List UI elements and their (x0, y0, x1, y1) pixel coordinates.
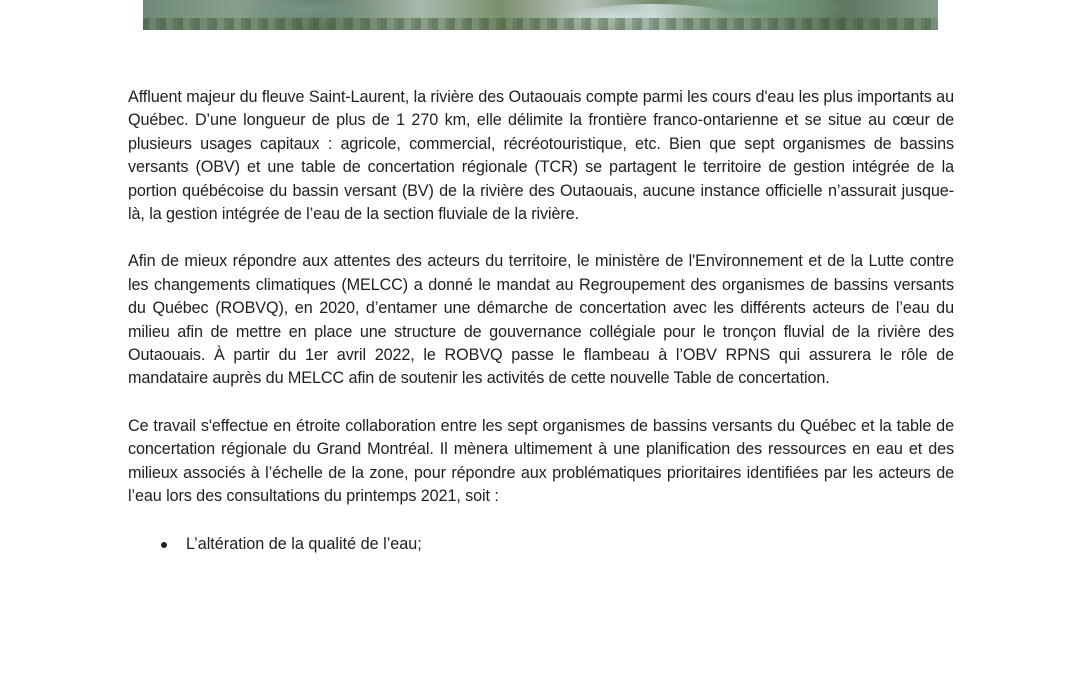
paragraph-intro: Affluent majeur du fleuve Saint-Laurent, la rivière des Outaouais compte parmi les cours d'eau les plus importants au Québec. D’une longueur de plus de 1 270 km, elle délimite la frontière franco-ontarienne et se situe au cœur de plusieurs usages capitaux : agricole, commercial, récréotouristique, etc. Bien que sept organismes de bassins versants (OBV) et une table de concertation régionale (TCR) se partagent le territoire de gestion intégrée de la portion québécoise du bassin versant (BV) de la rivière des Outaouais, aucune instance officielle n’assurait jusque-là, la gestion intégrée de l’eau de la section fluviale de la rivière. (128, 88, 954, 224)
issues-list (128, 533, 954, 556)
header-photo (143, 0, 938, 30)
list-item-text: L’altération de la qualité de l’eau; (186, 534, 422, 553)
paragraph-mandate: Afin de mieux répondre aux attentes des acteurs du territoire, le ministère de l'Environnement et de la Lutte contre les changements climatiques (MELCC) a donné le mandat au Regroupement des organismes de bassins versants du Québec (ROBVQ), en 2020, d’entamer une démarche de concertation avec les différents acteurs de l’eau du milieu afin de mettre en place une structure de gouvernance collégiale pour le tronçon fluvial de la rivière des Outaouais. À partir du 1er avril 2022, le ROBVQ passe le flambeau à l’OBV RPNS qui assurera le rôle de mandataire auprès du MELCC afin de soutenir les activités de cette nouvelle Table de concertation. (128, 252, 954, 388)
list-item (128, 533, 954, 556)
paragraph-collaboration: Ce travail s'effectue en étroite collaboration entre les sept organismes de bassins versants du Québec et la table de concertation régionale du Grand Montréal. Il mènera ultimement à une planification des ressources en eau et des milieux associés à l’échelle de la zone, pour répondre aux problématiques prioritaires identifiées par les acteurs de l’eau lors des consultations du printemps 2021, soit : (128, 416, 954, 506)
bullet-icon (161, 542, 167, 548)
document-body (128, 86, 954, 556)
treeline-decoration (143, 18, 938, 30)
